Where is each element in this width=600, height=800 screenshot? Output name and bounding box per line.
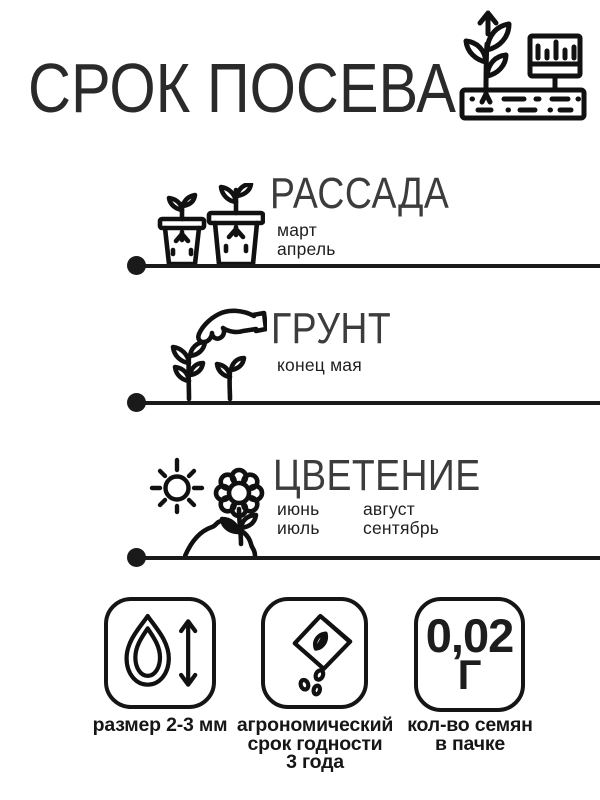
card-label-line: кол-во семян: [407, 714, 533, 736]
timeline-line: [137, 556, 600, 560]
seed-packet-icon: [271, 609, 359, 697]
month-label: апрель: [277, 239, 336, 259]
seed-weight-value: 0,02: [425, 608, 514, 662]
card-label-line: в пачке: [434, 732, 506, 755]
section-heading-rassada: РАССАДА: [270, 169, 450, 218]
card-label-line: размер 2-3 мм: [92, 714, 228, 736]
page-title: СРОК ПОСЕВА: [28, 49, 456, 127]
card-label-line: агрономический: [236, 714, 394, 736]
timeline-line: [137, 401, 600, 405]
info-card-seed-size: [104, 597, 216, 709]
month-label: август: [363, 499, 415, 519]
card-label-line: срок годности: [247, 732, 383, 755]
section-months-cvetenie-left: [277, 500, 320, 538]
plant-growth-soil-chart-icon: [458, 6, 588, 124]
month-label: конец мая: [277, 355, 362, 375]
info-card-shelf-life: [261, 597, 368, 709]
info-card-seed-quantity: [414, 597, 525, 712]
hand-sowing-icon: [167, 307, 267, 403]
month-label: июнь: [277, 499, 320, 519]
section-months-cvetenie-right: [363, 500, 439, 538]
month-label: сентябрь: [363, 518, 440, 538]
seedling-pots-icon: [157, 183, 265, 267]
month-label: июль: [277, 518, 320, 538]
section-heading-grunt: ГРУНТ: [271, 304, 392, 353]
timeline-line: [137, 264, 600, 268]
section-heading-cvetenie: ЦВЕТЕНИЕ: [273, 451, 481, 500]
card-label-seed-quantity: [360, 716, 580, 753]
month-label: март: [277, 220, 317, 240]
seed-size-arrow-icon: [116, 609, 204, 697]
seed-weight-unit: Г: [457, 650, 482, 698]
section-months-grunt: [277, 356, 362, 375]
section-months-rassada: [277, 221, 336, 259]
card-label-line: 3 года: [286, 751, 344, 773]
